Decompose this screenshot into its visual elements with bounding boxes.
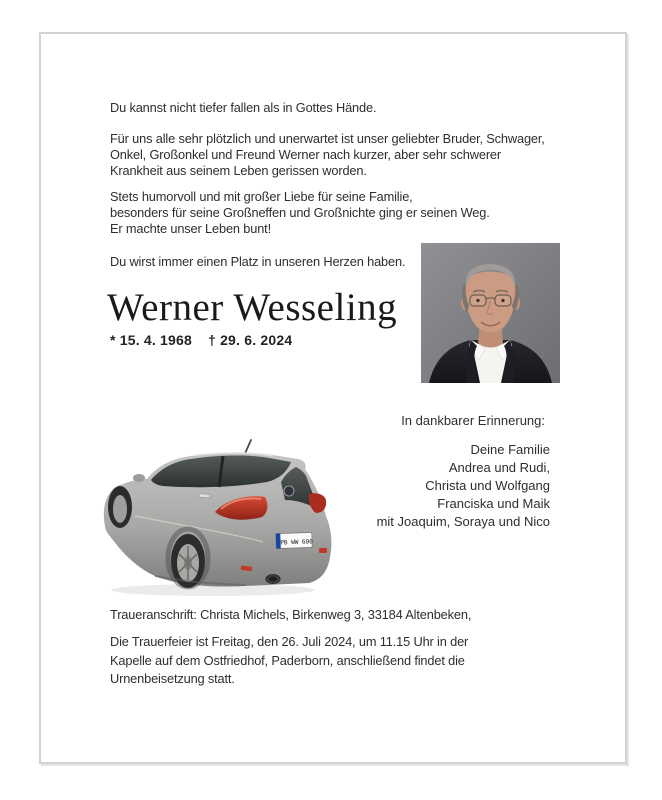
tribute-paragraph xyxy=(110,189,490,237)
death-date: † 29. 6. 2024 xyxy=(208,332,293,348)
funeral-info-paragraph xyxy=(110,633,468,689)
birth-date: * 15. 4. 1968 xyxy=(110,332,192,348)
funeral-line: Urnenbeisetzung statt. xyxy=(110,671,235,686)
farewell-line: Du wirst immer einen Platz in unseren Herzen haben. xyxy=(110,254,406,269)
deceased-name: Werner Wesseling xyxy=(107,286,398,329)
family-line: Franciska und Maik xyxy=(437,496,550,511)
bumper-reflector-right xyxy=(319,548,327,553)
announcement-line: Onkel, Großonkel und Freund Werner nach kurzer, aber sehr schwerer xyxy=(110,147,502,162)
announcement-line: Für uns alle sehr plötzlich und unerwartet ist unser geliebter Bruder, Schwager, xyxy=(110,131,545,146)
funeral-line: Kapelle auf dem Ostfriedhof, Paderborn, anschließend findet die xyxy=(110,652,465,668)
eye-right xyxy=(501,299,504,302)
eye-left xyxy=(476,299,479,302)
exhaust-opening xyxy=(269,577,277,582)
family-line: Andrea und Rudi, xyxy=(448,460,550,475)
license-plate xyxy=(276,532,314,548)
tribute-line: Er machte unser Leben bunt! xyxy=(110,221,271,236)
announcement-line: Krankheit aus seinem Leben gerissen worden. xyxy=(110,163,367,178)
door-handle xyxy=(199,494,210,498)
brand-badge xyxy=(284,486,294,496)
portrait-illustration xyxy=(421,243,560,383)
family-list xyxy=(377,441,550,531)
announcement-paragraph xyxy=(110,131,545,179)
car-illustration xyxy=(95,430,337,600)
front-rim xyxy=(113,495,127,523)
family-line: Christa und Wolfgang xyxy=(425,478,550,493)
plate-number: PB WW 600 xyxy=(280,538,313,547)
car-photo xyxy=(95,430,337,600)
condolence-address: Traueranschrift: Christa Michels, Birkenweg 3, 33184 Altenbeken, xyxy=(110,607,472,622)
tribute-line: besonders für seine Großneffen und Großnichte ging er seinen Weg. xyxy=(110,205,490,220)
remembrance-heading: In dankbarer Erinnerung: xyxy=(401,413,545,428)
family-line: Deine Familie xyxy=(470,442,550,457)
opening-quote: Du kannst nicht tiefer fallen als in Gottes Hände. xyxy=(110,100,377,115)
side-mirror xyxy=(133,474,145,482)
family-line: mit Joaquim, Soraya und Nico xyxy=(376,514,550,529)
funeral-line: Die Trauerfeier ist Freitag, den 26. Juli 2024, um 11.15 Uhr in der xyxy=(110,634,469,649)
portrait-photo xyxy=(421,243,560,383)
tribute-line: Stets humorvoll und mit großer Liebe für seine Familie, xyxy=(110,189,413,204)
life-dates xyxy=(110,332,292,348)
